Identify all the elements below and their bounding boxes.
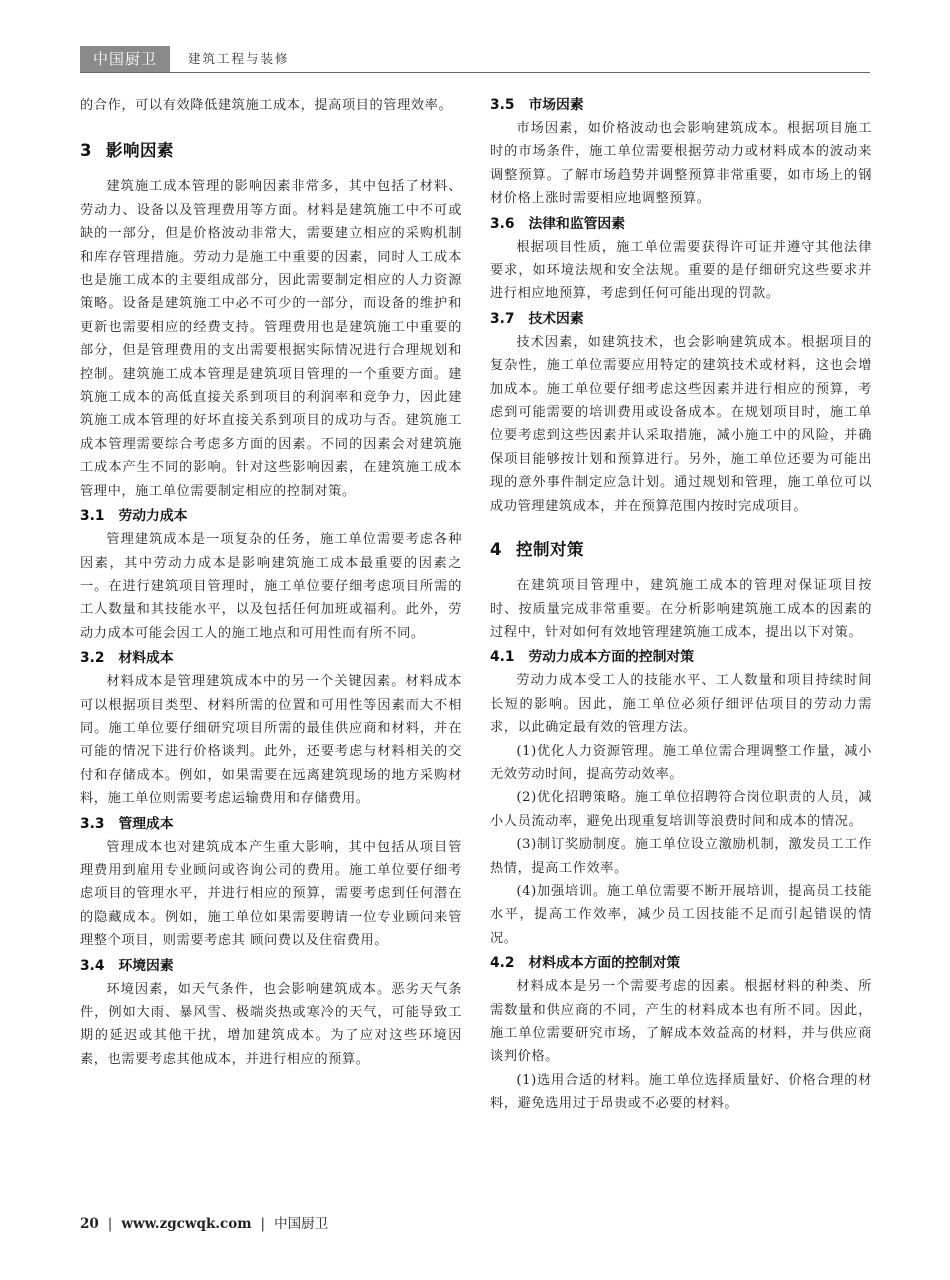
section-title: 法律和监管因素	[528, 215, 626, 232]
section-number: 3.4	[80, 957, 105, 974]
section-title: 影响因素	[105, 141, 174, 161]
section-title: 管理成本	[118, 815, 174, 832]
right-column	[490, 94, 872, 1116]
section-3-1-heading	[80, 505, 462, 528]
section-number: 3.3	[80, 815, 105, 832]
section-name: 建筑工程与装修	[188, 51, 290, 66]
section-4-paragraph: 在建筑项目管理中，建筑施工成本的管理对保证项目按时、按质量完成非常重要。在分析影响建筑施工成本的因素的过程中，针对如何有效地管理建筑施工成本，提出以下对策。	[490, 578, 872, 640]
section-3-2-paragraph: 材料成本是管理建筑成本中的另一个关键因素。材料成本可以根据项目类型、材料所需的位置和可用性等因素而大不相同。施工单位要仔细研究项目所需的最佳供应商和材料，并在可能的情况下进行价格谈判。此外，还要考虑与材料相关的交付和存储成本。例如，如果需要在远离建筑现场的地方采购材料，施工单位则需要考虑运输费用和存储费用。	[80, 674, 462, 807]
page-number: 20	[80, 1216, 99, 1232]
section-3-6-heading	[490, 213, 872, 236]
intro-paragraph: 的合作，可以有效降低建筑施工成本，提高项目的管理效率。	[80, 98, 453, 113]
section-number: 3.1	[80, 508, 105, 525]
section-3-1-paragraph: 管理建筑成本是一项复杂的任务，施工单位需要考虑各种因素，其中劳动力成本是影响建筑施工成本最重要的因素之一。在进行建筑项目管理时，施工单位要仔细考虑项目所需的工人数量和其技能水平，以及包括任何加班或福利。此外，劳动力成本可能会因工人的施工地点和可用性而有所不同。	[80, 532, 462, 641]
running-header	[80, 46, 870, 72]
section-3-5-paragraph: 市场因素，如价格波动也会影响建筑成本。根据项目施工时的市场条件，施工单位需要根据劳动力或材料成本的波动来调整预算。了解市场趋势并调整预算非常重要，如市场上的钢材价格上涨时需要相应地调整预算。	[490, 121, 872, 207]
footer-separator: |	[260, 1216, 266, 1232]
section-title: 技术因素	[528, 310, 584, 327]
section-title: 材料成本方面的控制对策	[528, 955, 681, 972]
section-number: 3.7	[490, 310, 515, 327]
section-title: 环境因素	[118, 957, 174, 974]
section-title: 材料成本	[118, 650, 174, 667]
section-3-3-heading	[80, 813, 462, 836]
journal-name-tag: 中国厨卫	[80, 46, 170, 72]
section-number: 4	[490, 540, 502, 560]
footer-separator: |	[107, 1216, 113, 1232]
section-4-2-paragraph: 材料成本是另一个需要考虑的因素。根据材料的种类、所需数量和供应商的不同，产生的材料成本也有所不同。因此，施工单位需要研究市场，了解成本效益高的材料，并与供应商谈判价格。	[490, 979, 872, 1065]
list-item: (1)选用合适的材料。施工单位选择质量好、价格合理的材料，避免选用过于昂贵或不必要的材料。	[490, 1072, 872, 1112]
section-3-4-heading	[80, 955, 462, 978]
website-url: www.zgcwqk.com	[121, 1216, 252, 1232]
section-4-1-paragraph: 劳动力成本受工人的技能水平、工人数量和项目持续时间长短的影响。因此，施工单位必须仔细评估项目的劳动力需求，以此确定最有效的管理方法。	[490, 673, 872, 736]
section-number: 4.1	[490, 649, 515, 666]
section-4-heading	[490, 536, 872, 560]
section-4-2-heading	[490, 952, 872, 975]
list-item: (2)优化招聘策略。施工单位招聘符合岗位职责的人员，减小人员流动率，避免出现重复培训等浪费时间和成本的情况。	[490, 790, 872, 829]
left-column	[80, 94, 462, 1071]
section-title: 市场因素	[528, 97, 584, 113]
section-number: 3	[80, 141, 92, 161]
section-title: 劳动力成本	[118, 508, 188, 525]
section-number: 3.6	[490, 215, 515, 232]
section-3-3-paragraph: 管理成本也对建筑成本产生重大影响，其中包括从项目管理费用到雇用专业顾问或咨询公司的费用。施工单位要仔细考虑项目的管理水平，并进行相应的预算，需要考虑到任何潜在的隐藏成本。例如，施工单位如果需要聘请一位专业顾问来管理整个项目，则需要考虑其 顾问费以及住宿费用。	[80, 839, 462, 949]
section-4-1-heading	[490, 646, 872, 669]
section-3-heading	[80, 137, 462, 161]
list-item: (4)加强培训。施工单位需要不断开展培训，提高员工技能水平，提高工作效率，减少员工因技能不足而引起错误的情况。	[490, 883, 872, 946]
list-item: (1)优化人力资源管理。施工单位需合理调整工作量，减小无效劳动时间，提高劳动效率。	[490, 743, 872, 782]
section-3-5-heading	[490, 94, 872, 117]
section-3-7-paragraph: 技术因素，如建筑技术，也会影响建筑成本。根据项目的复杂性，施工单位需要应用特定的建筑技术或材料，这也会增加成本。施工单位要仔细考虑这些因素并进行相应的预算，考虑到可能需要的培训费用或设备成本。在规划项目时，施工单位要考虑到这些因素并认采取措施，减小施工中的风险，并确保项目能够按计划和预算进行。另外，施工单位还要为可能出现的意外事件制定应急计划。通过规划和管理，施工单位可以成功管理建筑成本，并在预算范围内按时完成项目。	[490, 334, 872, 514]
section-3-paragraph: 建筑施工成本管理的影响因素非常多，其中包括了材料、劳动力、设备以及管理费用等方面。材料是建筑施工中不可或缺的一部分，但是价格波动非常大，需要建立相应的采购机制和库存管理措施。劳动力是施工中重要的因素，同时人工成本也是施工成本的主要组成部分，因此需要制定相应的人力资源策略。设备是建筑施工中必不可少的一部分，而设备的维护和更新也需要相应的经费支持。管理费用也是建筑施工中重要的部分，但是管理费用的支出需要根据实际情况进行合理规划和控制。建筑施工成本管理是建筑项目管理的一个重要方面。建筑施工成本的高低直接关系到项目的利润率和竞争力，因此建筑施工成本管理的好坏直接关系到项目的成功与否。建筑施工成本管理需要综合考虑多方面的因素。不同的因素会对建筑施工成本产生不同的影响。针对这些影响因素，在建筑施工成本管理中，施工单位需要制定相应的控制对策。	[80, 179, 462, 499]
section-title: 控制对策	[515, 540, 584, 560]
footer-journal-name: 中国厨卫	[274, 1216, 329, 1232]
section-3-7-heading	[490, 308, 872, 331]
section-3-4-paragraph: 环境因素，如天气条件，也会影响建筑成本。恶劣天气条件，例如大雨、暴风雪、极端炎热或寒冷的天气，可能导致工期的延迟或其他干扰，增加建筑成本。为了应对这些环境因素，也需要考虑其他成本，并进行相应的预算。	[80, 981, 462, 1067]
section-number: 3.5	[490, 97, 515, 113]
section-number: 4.2	[490, 955, 515, 972]
page-footer	[80, 1212, 328, 1232]
section-title: 劳动力成本方面的控制对策	[528, 649, 695, 666]
section-3-2-heading	[80, 647, 462, 670]
section-3-6-paragraph: 根据项目性质，施工单位需要获得许可证并遵守其他法律要求，如环境法规和安全法规。重要的是仔细研究这些要求并进行相应地预算，考虑到任何可能出现的罚款。	[490, 239, 872, 302]
list-item: (3)制订奖励制度。施工单位设立激励机制，激发员工工作热情，提高工作效率。	[490, 837, 872, 876]
header-rule	[80, 72, 870, 73]
section-number: 3.2	[80, 650, 105, 667]
